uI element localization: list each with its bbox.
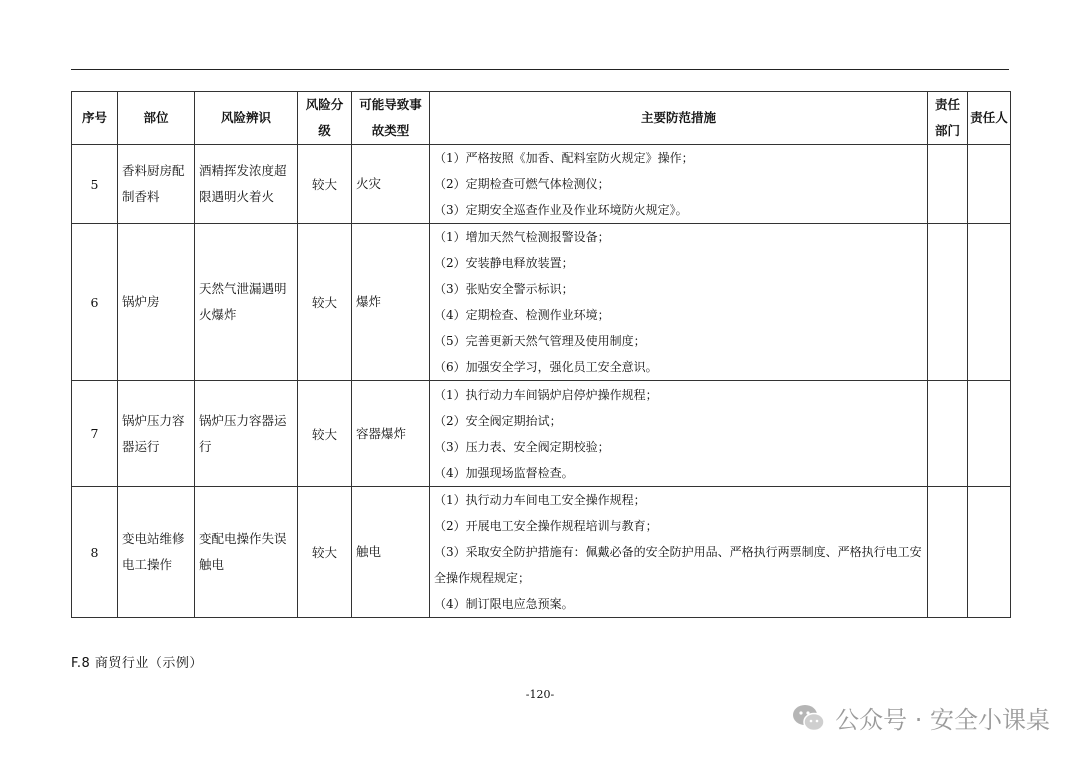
header-accident-type: 可能导致事故类型: [352, 92, 430, 145]
row-level: 较大: [298, 487, 352, 618]
row-responsible-dept: [928, 381, 968, 487]
watermark-text: 公众号 · 安全小课桌: [835, 706, 1050, 734]
watermark: [791, 700, 1050, 735]
row-responsible-person: [968, 487, 1011, 618]
measure-item: （4）制订限电应急预案。: [434, 597, 574, 611]
measure-item: （3）压力表、安全阀定期校验；: [434, 439, 610, 454]
measure-item: （1）执行动力车间电工安全操作规程；: [434, 493, 646, 507]
row-responsible-person: [968, 145, 1011, 224]
row-location: 香料厨房配制香料: [118, 145, 195, 224]
row-type: 触电: [352, 487, 430, 618]
measure-item: （6）加强安全学习，强化员工安全意识。: [434, 360, 658, 374]
measure-item: （2）安装静电释放装置；: [434, 256, 574, 270]
risk-table: [71, 91, 1011, 618]
page-number: -120-: [525, 688, 555, 701]
measure-item: （5）完善更新天然气管理及使用制度；: [434, 334, 646, 348]
measure-item: （1）执行动力车间锅炉启停炉操作规程；: [434, 387, 658, 402]
section-heading: F.8 商贸行业（示例）: [71, 656, 203, 671]
row-risk: 锅炉压力容器运行: [195, 381, 298, 487]
row-measures: [430, 224, 928, 381]
row-responsible-dept: [928, 487, 968, 618]
row-responsible-person: [968, 381, 1011, 487]
header-location: 部位: [118, 92, 195, 145]
measure-item: （2）开展电工安全操作规程培训与教育；: [434, 519, 658, 533]
measure-item: （2）安全阀定期抬试；: [434, 413, 562, 428]
row-location: 锅炉压力容器运行: [118, 381, 195, 487]
row-measures: [430, 145, 928, 224]
row-responsible-person: [968, 224, 1011, 381]
table-row: [72, 145, 1011, 224]
measure-item: （3）张贴安全警示标识；: [434, 282, 574, 296]
row-no: 8: [72, 487, 118, 618]
row-risk: 酒精挥发浓度超限遇明火着火: [195, 145, 298, 224]
measure-item: （4）加强现场监督检查。: [434, 465, 574, 480]
row-type: 容器爆炸: [352, 381, 430, 487]
table-row: [72, 224, 1011, 381]
measure-item: （1）严格按照《加香、配料室防火规定》操作；: [434, 151, 694, 165]
header-responsible-person: 责任人: [968, 92, 1011, 145]
wechat-icon: [791, 702, 827, 734]
table-row: [72, 487, 1011, 618]
measure-item: （4）定期检查、检测作业环境；: [434, 308, 610, 322]
row-no: 5: [72, 145, 118, 224]
row-level: 较大: [298, 381, 352, 487]
row-risk: 天然气泄漏遇明火爆炸: [195, 224, 298, 381]
header-rule: [71, 69, 1009, 70]
header-no: 序号: [72, 92, 118, 145]
header-responsible-dept: 责任部门: [928, 92, 968, 145]
row-risk: 变配电操作失误触电: [195, 487, 298, 618]
table-row: [72, 381, 1011, 487]
row-level: 较大: [298, 145, 352, 224]
row-location: 锅炉房: [118, 224, 195, 381]
row-measures: [430, 487, 928, 618]
row-responsible-dept: [928, 145, 968, 224]
row-level: 较大: [298, 224, 352, 381]
measure-item: （2）定期检查可燃气体检测仪；: [434, 177, 610, 191]
header-row: [72, 92, 1011, 145]
row-measures: [430, 381, 928, 487]
row-location: 变电站维修电工操作: [118, 487, 195, 618]
header-risk-identification: 风险辨识: [195, 92, 298, 145]
row-no: 6: [72, 224, 118, 381]
measure-item: （1）增加天然气检测报警设备；: [434, 230, 610, 244]
row-responsible-dept: [928, 224, 968, 381]
row-no: 7: [72, 381, 118, 487]
row-type: 爆炸: [352, 224, 430, 381]
header-measures: 主要防范措施: [430, 92, 928, 145]
measure-item: （3）采取安全防护措施有：佩戴必备的安全防护用品、严格执行两票制度、严格执行电工安全操作规程规定；: [434, 545, 922, 585]
measure-item: （3）定期安全巡查作业及作业环境防火规定》。: [434, 203, 688, 217]
row-type: 火灾: [352, 145, 430, 224]
header-risk-level: 风险分级: [298, 92, 352, 145]
